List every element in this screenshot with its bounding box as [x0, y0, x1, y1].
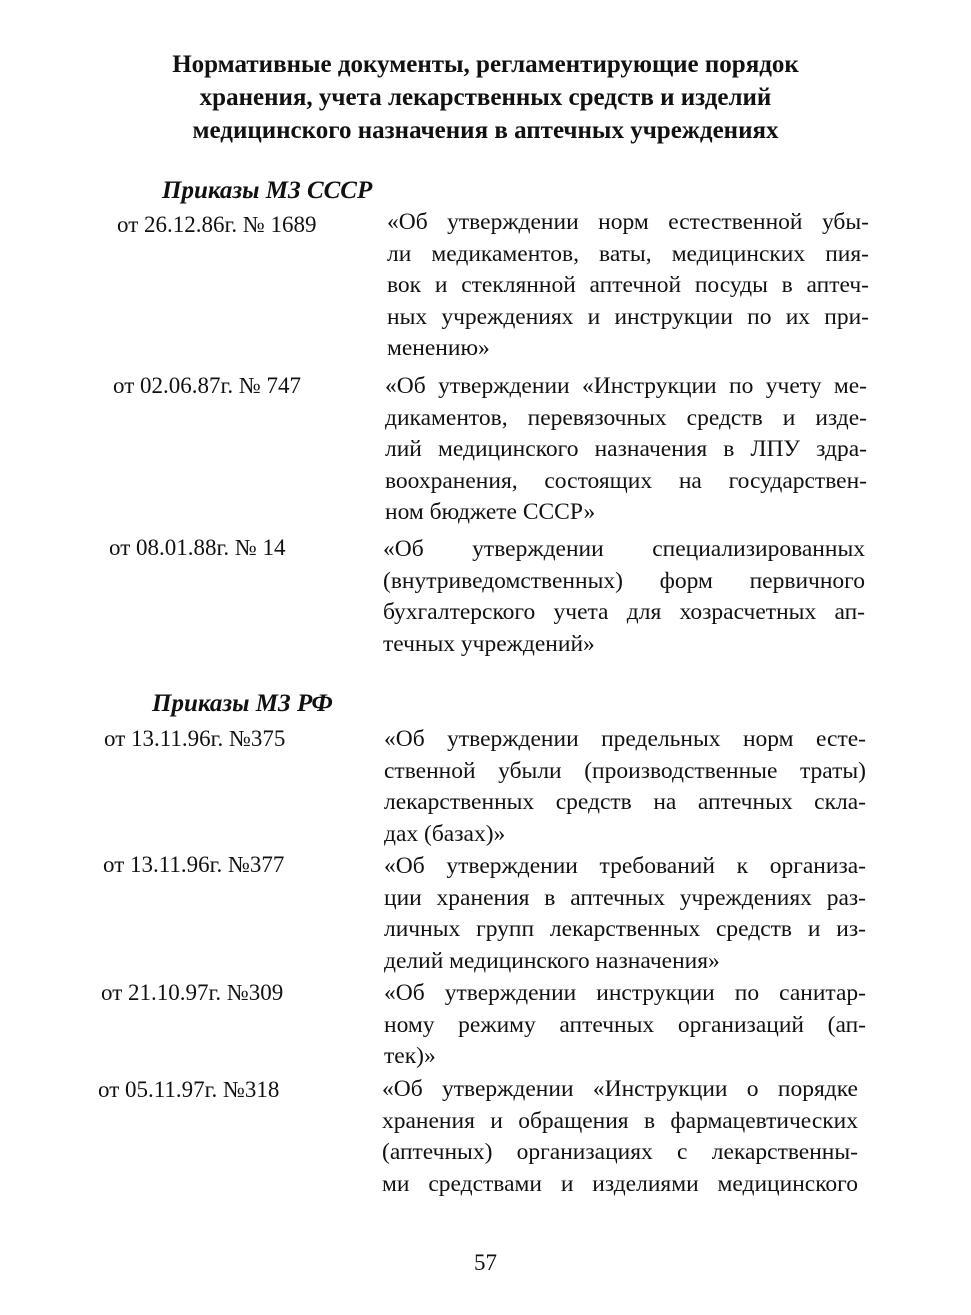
description-line: (аптечных) организациях с лекарственны-	[382, 1139, 858, 1165]
description-line: «Об утверждении «Инструкции по учету ме-	[385, 373, 867, 399]
description-line: делий медицинского назначения»	[384, 947, 720, 974]
title-line: медицинского назначения в аптечных учреждениях	[192, 117, 779, 144]
section-heading-rf: Приказы МЗ РФ	[152, 690, 333, 717]
order-description	[384, 851, 866, 977]
order-description	[387, 207, 869, 365]
order-description	[384, 724, 866, 850]
description-line: «Об утверждении норм естественной убы-	[387, 209, 869, 235]
order-ref: от 26.12.86г. № 1689	[117, 212, 317, 237]
description-line: лий медицинского назначения в ЛПУ здра-	[385, 436, 867, 462]
description-line: «Об утверждении требований к организа-	[384, 853, 866, 879]
description-line: вок и стеклянной аптечной посуды в аптеч-	[387, 272, 869, 298]
page-number: 57	[474, 1250, 497, 1275]
description-line: ми средствами и изделиями медицинского	[382, 1170, 858, 1197]
description-line: «Об утверждении «Инструкции о порядке	[382, 1076, 858, 1102]
order-ref: от 13.11.96г. №377	[103, 852, 285, 877]
description-line: воохранения, состоящих на государствен-	[385, 467, 867, 494]
description-line: бухгалтерского учета для хозрасчетных ап-	[383, 599, 865, 625]
order-description	[384, 978, 866, 1073]
description-line: ных учреждениях и инструкции по их при-	[387, 303, 869, 330]
description-line: ственной убыли (производственные траты)	[384, 757, 866, 784]
order-ref: от 05.11.97г. №318	[98, 1077, 280, 1102]
description-line: «Об утверждении специализированных	[383, 536, 865, 562]
description-line: ции хранения в аптечных учреждениях раз-	[384, 884, 866, 911]
description-line: менению»	[387, 335, 490, 361]
description-line: тек)»	[384, 1043, 436, 1069]
order-description	[383, 534, 865, 660]
order-ref: от 08.01.88г. № 14	[109, 535, 286, 560]
title-line: Нормативные документы, регламентирующие порядок	[172, 51, 799, 78]
section-heading-ussr: Приказы МЗ СССР	[162, 177, 373, 204]
description-line: ном бюджете СССР»	[385, 499, 596, 525]
description-line: ли медикаментов, ваты, медицинских пия-	[387, 240, 869, 267]
description-line: «Об утверждении предельных норм есте-	[384, 726, 866, 752]
order-ref: от 13.11.96г. №375	[104, 726, 286, 751]
document-title	[120, 48, 851, 147]
order-description	[382, 1074, 858, 1200]
description-line: лекарственных средств на аптечных скла-	[384, 789, 866, 815]
description-line: ному режиму аптечных организаций (ап-	[384, 1011, 866, 1038]
title-line: хранения, учета лекарственных средств и изделий	[199, 84, 772, 111]
description-line: дах (базах)»	[384, 820, 506, 847]
order-description	[385, 371, 867, 529]
description-line: (внутриведомственных) форм первичного	[383, 567, 865, 594]
description-line: хранения и обращения в фармацевтических	[382, 1107, 858, 1134]
order-ref: от 21.10.97г. №309	[101, 980, 284, 1005]
order-ref: от 02.06.87г. № 747	[113, 373, 302, 398]
description-line: личных групп лекарственных средств и из-	[384, 916, 866, 942]
description-line: течных учреждений»	[383, 630, 595, 657]
description-line: «Об утверждении инструкции по санитар-	[384, 980, 866, 1006]
description-line: дикаментов, перевязочных средств и изде-	[385, 404, 867, 431]
